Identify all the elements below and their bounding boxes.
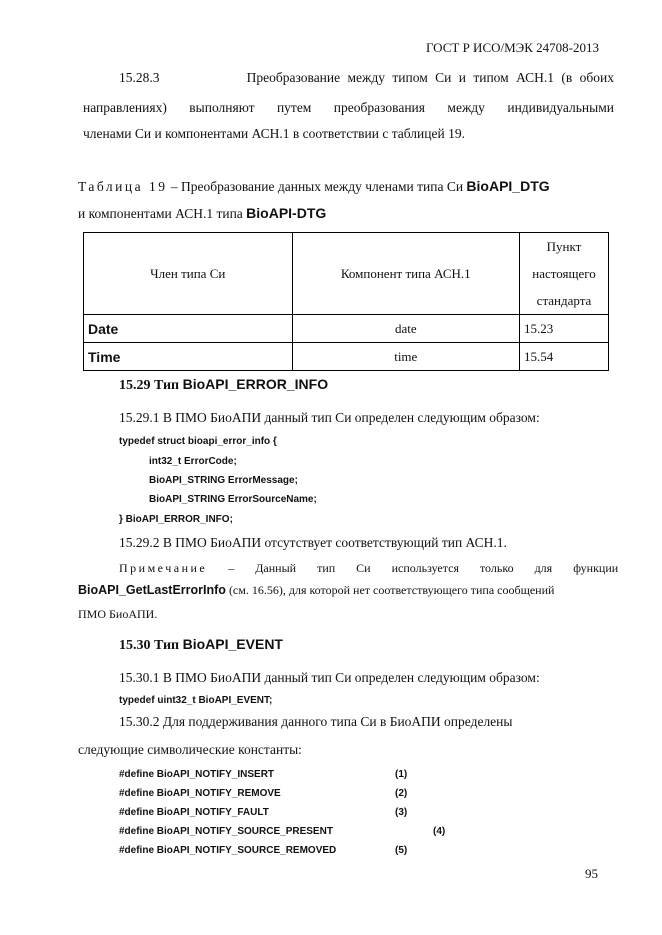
table-caption-code-2: BioAPI-DTG	[246, 205, 327, 221]
section-15-29-title	[119, 376, 328, 394]
define-value: (3)	[395, 807, 408, 818]
table-19	[83, 232, 609, 371]
paragraph-line-3: членами Си и компонентами АСН.1 в соответствии с таблицей 19.	[83, 126, 465, 141]
paragraph-15-30-1: 15.30.1 В ПМО БиоАПИ данный тип Си определен следующим образом:	[119, 670, 540, 685]
code-line: BioAPI_STRING ErrorSourceName;	[149, 494, 317, 505]
note-line-2	[78, 583, 614, 598]
note-label: Примечание	[119, 561, 208, 575]
table-header-clause-line-3: стандарта	[536, 293, 592, 308]
code-line: typedef uint32_t BioAPI_EVENT;	[119, 695, 273, 706]
table-row	[84, 315, 609, 343]
note-text-2: (см. 16.56), для которой нет соответствующего типа сообщений	[225, 583, 555, 597]
paragraph-number: 15.28.3	[119, 70, 160, 85]
paragraph-line-2: направлениях) выполняют путем преобразования между индивидуальными	[83, 100, 614, 115]
page-number: 95	[585, 866, 598, 881]
note-line-3: ПМО БиоАПИ.	[78, 607, 158, 621]
table-caption-text: – Преобразование данных между членами типа Си	[167, 179, 467, 194]
table-header-clause-line-2: настоящего	[532, 266, 596, 281]
note-code: BioAPI_GetLastErrorInfo	[78, 583, 226, 597]
define-value: (5)	[395, 845, 408, 856]
paragraph-line-1: Преобразование между типом Си и типом АСН.1 (в обоих	[246, 70, 614, 85]
table-header-row	[84, 233, 609, 315]
table-cell-member: Date	[84, 315, 293, 343]
table-header-member: Член типа Си	[84, 233, 293, 315]
code-line: } BioAPI_ERROR_INFO;	[119, 514, 233, 525]
code-line: typedef struct bioapi_error_info {	[119, 436, 277, 447]
table-cell-component: time	[292, 343, 520, 371]
table-cell-member: Time	[84, 343, 293, 371]
table-cell-clause: 15.23	[520, 315, 609, 343]
define-value: (4)	[433, 826, 446, 837]
table-header-component: Компонент типа АСН.1	[292, 233, 520, 315]
define-line: #define BioAPI_NOTIFY_SOURCE_PRESENT	[119, 826, 333, 837]
define-line: #define BioAPI_NOTIFY_INSERT	[119, 769, 275, 780]
define-value: (2)	[395, 788, 408, 799]
define-line: #define BioAPI_NOTIFY_FAULT	[119, 807, 269, 818]
table-cell-component: date	[292, 315, 520, 343]
table-header-clause-line-1: Пункт	[546, 239, 582, 254]
paragraph-15-29-1: 15.29.1 В ПМО БиоАПИ данный тип Си определен следующим образом:	[119, 410, 540, 425]
document-header: ГОСТ Р ИСО/МЭК 24708-2013	[425, 40, 599, 55]
define-line: #define BioAPI_NOTIFY_SOURCE_REMOVED	[119, 845, 337, 856]
define-line: #define BioAPI_NOTIFY_REMOVE	[119, 788, 281, 799]
code-line: int32_t ErrorCode;	[149, 456, 237, 467]
section-15-30-title	[119, 636, 283, 654]
table-caption-label: Таблица 19	[78, 179, 168, 194]
section-title-prefix: 15.30 Тип	[119, 638, 183, 653]
define-value: (1)	[395, 769, 408, 780]
table-caption-code: BioAPI_DTG	[466, 178, 550, 194]
table-19-caption-line-2	[78, 205, 326, 222]
table-row	[84, 343, 609, 371]
section-title-code: BioAPI_ERROR_INFO	[182, 376, 329, 392]
code-line: BioAPI_STRING ErrorMessage;	[149, 475, 298, 486]
paragraph-15-30-2-line-1: 15.30.2 Для поддерживания данного типа Си в БиоАПИ определены	[119, 714, 513, 729]
note-text: – Данный тип Си используется только для функции	[207, 561, 619, 575]
paragraph-15-28-3	[83, 70, 614, 147]
section-title-code: BioAPI_EVENT	[182, 636, 283, 652]
table-caption-text-2: и компонентами АСН.1 типа	[78, 206, 247, 221]
table-header-clause	[520, 233, 609, 315]
table-19-caption	[78, 178, 614, 195]
paragraph-15-30-2-line-2: следующие символические константы:	[78, 742, 302, 757]
note-line-1	[119, 561, 619, 576]
paragraph-15-29-2: 15.29.2 В ПМО БиоАПИ отсутствует соответствующий тип АСН.1.	[119, 535, 507, 550]
table-cell-clause: 15.54	[520, 343, 609, 371]
section-title-prefix: 15.29 Тип	[119, 378, 183, 393]
